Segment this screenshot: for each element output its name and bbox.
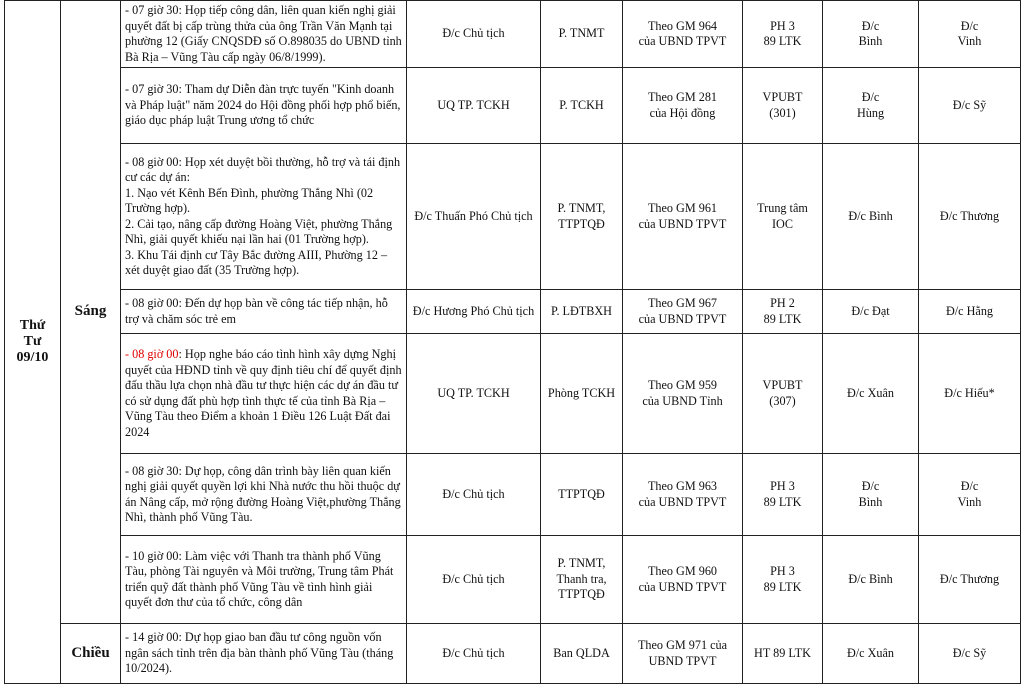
cell-line: Đ/c Bình [848, 571, 893, 586]
cell-line: VPUBT [762, 378, 803, 392]
location-cell [743, 624, 823, 684]
cell-line: 89 LTK [763, 34, 802, 48]
cell-line: - 07 giờ 30: Họp tiếp công dân, liên quan kiến nghị giải quyết đất bị cấp trùng thửa của ông Trần Văn Mạnh tại phường 12 (Giấy CNQSDĐ số O.898035 do UBND tỉnh Bà Rịa – Vũng Tàu cấp ngày 06/8/1999). [125, 3, 402, 64]
basis-cell [623, 624, 743, 684]
meeting-content [121, 290, 407, 334]
cell-line: Ban QLDA [553, 645, 610, 660]
cell-line: Đ/c Đạt [851, 303, 890, 318]
cell-line: của UBND TPVT [638, 34, 727, 48]
cell-line: P. LĐTBXH [551, 303, 612, 318]
cell-line: - 10 giờ 00: Làm việc với Thanh tra thành phố Vũng Tàu, phòng Tài nguyên và Môi trường, Trung tâm Phát triển quỹ đất thành phố Vũng Tàu về tình hình giải quyết đơn thư của tổ chức, công dân [125, 548, 394, 609]
day-label: Tư [23, 334, 42, 349]
cell-line: 1. Nạo vét Kênh Bến Đình, phường Thắng Nhì (02 Trường hợp). [125, 185, 374, 215]
prepare-cell [541, 1, 623, 68]
driver-cell [823, 68, 919, 144]
cell-line: Theo GM 967 [647, 296, 718, 310]
cell-line: Vinh [957, 494, 982, 509]
prepare-cell [541, 454, 623, 536]
chair-cell: UQ TP. TCKH [407, 68, 541, 144]
cell-line: Đ/c [960, 479, 979, 493]
cell-line: của UBND TPVT [638, 216, 727, 231]
basis-cell [623, 144, 743, 290]
meeting-content [121, 144, 407, 290]
cell-line: Bình [858, 494, 883, 509]
location-cell [743, 536, 823, 624]
reporter-cell [919, 1, 1021, 68]
chair-cell: UQ TP. TCKH [407, 334, 541, 454]
chair-cell: Đ/c Hương Phó Chủ tịch [407, 290, 541, 334]
location-cell [743, 290, 823, 334]
cell-line: Đ/c Sỹ [952, 97, 987, 112]
meeting-time-highlight: - 08 giờ 00 [125, 347, 179, 361]
prepare-cell [541, 68, 623, 144]
cell-line: Thanh tra, [556, 571, 607, 586]
meeting-content [121, 68, 407, 144]
cell-line: Đ/c [861, 90, 880, 104]
cell-line: Theo GM 959 [647, 378, 718, 392]
driver-cell [823, 144, 919, 290]
cell-line: Đ/c [960, 18, 979, 33]
cell-line: (307) [769, 393, 796, 408]
cell-line: P. TNMT, [557, 556, 606, 571]
cell-line: - 08 giờ 00: Đến dự họp bàn về công tác tiếp nhận, hỗ trợ và chăm sóc trẻ em [125, 296, 388, 326]
day-label: 09/10 [16, 350, 49, 365]
cell-line: 89 LTK [763, 579, 802, 594]
cell-line: 89 LTK [763, 311, 802, 326]
reporter-cell [919, 624, 1021, 684]
cell-line: P. TCKH [559, 97, 604, 112]
cell-line: Phòng TCKH [547, 385, 616, 400]
cell-line: UBND TPVT [648, 653, 717, 668]
cell-line: Trung tâm IOC [757, 201, 808, 231]
cell-line: Đ/c Xuân [846, 385, 895, 400]
cell-line: Đ/c [861, 18, 880, 33]
cell-line: (301) [769, 105, 796, 120]
cell-line: PH 3 [770, 18, 795, 33]
meeting-content [121, 454, 407, 536]
location-cell [743, 68, 823, 144]
driver-cell [823, 624, 919, 684]
reporter-cell [919, 144, 1021, 290]
cell-line: - 07 giờ 30: Tham dự Diễn đàn trực tuyến "Kinh doanh và Pháp luật" năm 2024 do Hội đồng phối hợp phổ biến, giáo dục pháp luật Trung ương tổ chức [125, 82, 401, 128]
cell-line: Hùng [856, 105, 885, 120]
chair-cell: Đ/c Chủ tịch [407, 1, 541, 68]
cell-line: Bình [858, 34, 883, 48]
meeting-content [121, 334, 407, 454]
cell-line: của UBND TPVT [638, 494, 727, 509]
day-cell [5, 1, 61, 684]
cell-line: HT 89 LTK [754, 645, 811, 660]
cell-line: - 08 giờ 30: Dự họp, công dân trình bày liên quan kiến nghị giải quyết quyền lợi khi Nhà nước thu hồi thuộc dự án Nâng cấp, mở rộng đường Hoàng Việt,phường Thắng Nhì, thành phố Vũng Tàu. [125, 463, 401, 524]
reporter-cell [919, 334, 1021, 454]
cell-line: PH 2 [770, 296, 795, 310]
cell-line: Đ/c Bình [848, 208, 893, 223]
meeting-text: : Họp nghe báo cáo tình hình xây dựng Nghị quyết của HĐND tỉnh về quy định tiêu chí để quyết định đấu thầu lựa chọn nhà đầu tư thực hiện các dự án đầu tư có sử dụng đất phù hợp tình thực tế của tỉnh Bà Rịa –Vũng Tàu theo Điểm a khoản 1 Điều 126 Luật Đất đai 2024 [125, 347, 402, 439]
cell-line: của Hội đồng [649, 105, 716, 120]
cell-line: Vinh [957, 34, 982, 48]
meeting-content [121, 1, 407, 68]
cell-line: Theo GM 961 [647, 201, 718, 215]
day-label: Thứ [19, 318, 46, 333]
cell-line: TTPTQĐ [558, 486, 605, 501]
prepare-cell [541, 334, 623, 454]
cell-line: Đ/c Thương [939, 208, 1000, 223]
basis-cell [623, 1, 743, 68]
cell-line: Đ/c Hằng [945, 303, 994, 318]
chair-cell: Đ/c Chủ tịch [407, 536, 541, 624]
basis-cell [623, 334, 743, 454]
chair-cell: Đ/c Thuấn Phó Chủ tịch [407, 144, 541, 290]
table-row [5, 334, 1021, 454]
cell-line: Đ/c Thương [939, 571, 1000, 586]
table-row [5, 290, 1021, 334]
reporter-cell [919, 290, 1021, 334]
driver-cell [823, 334, 919, 454]
cell-line: Theo GM 964 [647, 18, 718, 33]
cell-line: 2. Cải tạo, nâng cấp đường Hoàng Việt, phường Thắng Nhì, giải quyết khiếu nại lần hai (01 Trường hợp). [125, 216, 393, 246]
cell-line: của UBND Tỉnh [642, 393, 723, 408]
cell-line: P. TNMT, [557, 201, 606, 215]
cell-line: PH 3 [770, 564, 795, 578]
cell-line: của UBND TPVT [638, 311, 727, 326]
meeting-content [121, 536, 407, 624]
cell-line: Theo GM 281 [647, 90, 718, 104]
schedule-table [4, 0, 1021, 684]
basis-cell [623, 290, 743, 334]
cell-line: TTPTQĐ [558, 587, 605, 602]
session-afternoon: Chiều [61, 624, 121, 684]
table-row [5, 1, 1021, 68]
table-row [5, 536, 1021, 624]
cell-line: VPUBT [762, 90, 803, 104]
basis-cell [623, 536, 743, 624]
table-row [5, 624, 1021, 684]
table-row [5, 454, 1021, 536]
cell-line: Đ/c Hiếu* [944, 385, 995, 400]
basis-cell [623, 454, 743, 536]
cell-line: Theo GM 960 [647, 564, 718, 578]
reporter-cell [919, 454, 1021, 536]
cell-line: 3. Khu Tái định cư Tây Bắc đường AIII, Phường 12 – xét duyệt giao đất (35 Trường hợp). [125, 247, 388, 277]
location-cell [743, 334, 823, 454]
cell-line: Đ/c [861, 479, 880, 493]
cell-line: Đ/c Sỹ [952, 645, 987, 660]
prepare-cell [541, 536, 623, 624]
chair-cell: Đ/c Chủ tịch [407, 624, 541, 684]
cell-line: của UBND TPVT [638, 579, 727, 594]
meeting-content [121, 624, 407, 684]
driver-cell [823, 454, 919, 536]
table-row [5, 144, 1021, 290]
reporter-cell [919, 536, 1021, 624]
chair-cell: Đ/c Chủ tịch [407, 454, 541, 536]
cell-line: PH 3 [770, 479, 795, 493]
cell-line: - 08 giờ 00: Họp xét duyệt bồi thường, hỗ trợ và tái định cư các dự án: [125, 154, 401, 184]
location-cell [743, 1, 823, 68]
cell-line: - 14 giờ 00: Dự họp giao ban đầu tư công nguồn vốn ngân sách tỉnh trên địa bàn thành phố Vũng Tàu (tháng 10/2024). [125, 630, 394, 676]
session-morning: Sáng [61, 1, 121, 624]
cell-line: Theo GM 963 [647, 479, 718, 493]
location-cell [743, 144, 823, 290]
basis-cell [623, 68, 743, 144]
cell-line: TTPTQĐ [558, 216, 605, 231]
prepare-cell [541, 144, 623, 290]
table-row [5, 68, 1021, 144]
location-cell [743, 454, 823, 536]
cell-line: P. TNMT [558, 26, 605, 41]
cell-line: Đ/c Xuân [846, 645, 895, 660]
driver-cell [823, 536, 919, 624]
driver-cell [823, 1, 919, 68]
cell-line: 89 LTK [763, 494, 802, 509]
driver-cell [823, 290, 919, 334]
reporter-cell [919, 68, 1021, 144]
prepare-cell [541, 624, 623, 684]
prepare-cell [541, 290, 623, 334]
cell-line: Theo GM 971 của [637, 638, 727, 652]
